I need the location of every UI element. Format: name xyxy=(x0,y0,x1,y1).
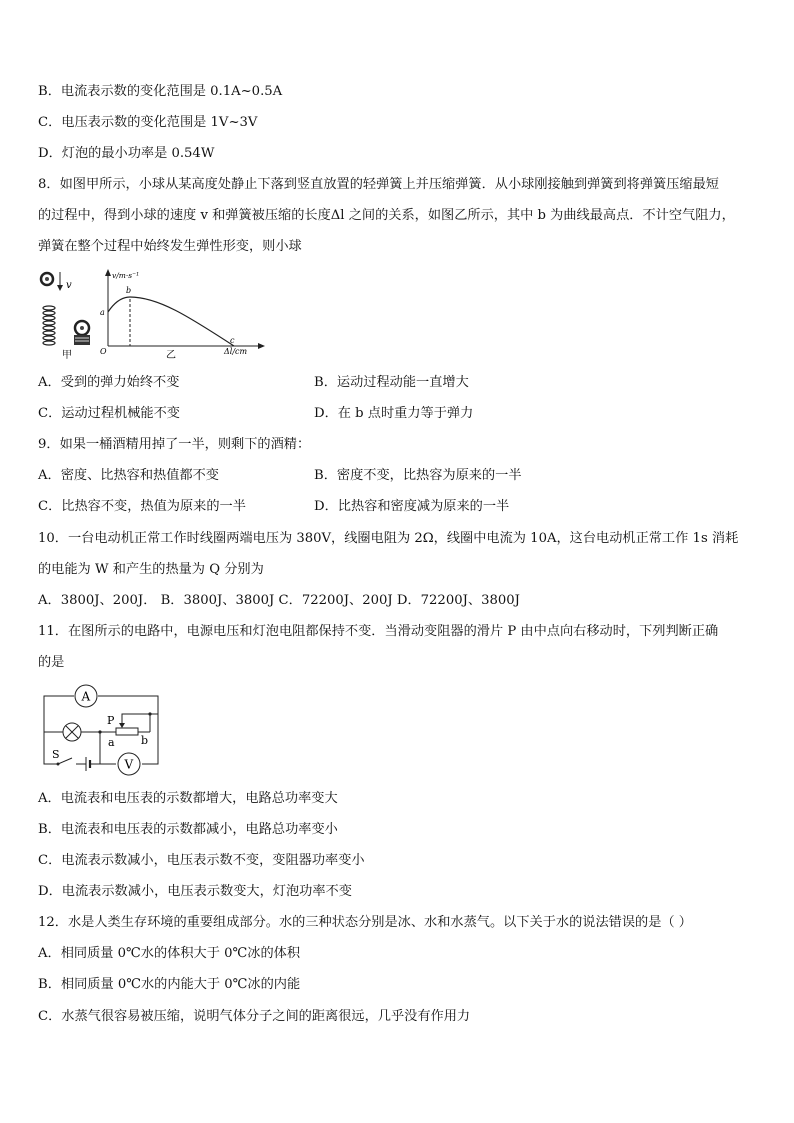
switch-label: S xyxy=(52,748,60,761)
q7-option-c: C．电压表示数的变化范围是 1V~3V xyxy=(38,115,258,130)
v-arrow-label: v xyxy=(66,280,72,291)
rheostat-icon xyxy=(116,728,138,735)
q8-option-c: C．运动过程机械能不变 xyxy=(38,406,180,421)
q11-stem-line1: 11．在图所示的电路中，电源电压和灯泡电阻都保持不变．当滑动变阻器的滑片 P 由中点向右移动时，下列判断正确 xyxy=(38,624,719,639)
x-axis-label: Δl/cm xyxy=(224,347,248,356)
spring-icon xyxy=(43,306,55,345)
y-axis-label: v/m·s⁻¹ xyxy=(112,271,140,280)
ammeter-label: A xyxy=(81,689,91,704)
q9-option-d: D．比热容和密度减为原来的一半 xyxy=(314,499,510,514)
q8-stem-line2: 的过程中，得到小球的速度 v 和弹簧被压缩的长度Δl 之间的关系，如图乙所示，其中 b 为曲线最高点．不计空气阻力， xyxy=(38,208,735,223)
q10-options: A．3800J、200J． B．3800J、3800J C．72200J、200J D．72200J、3800J xyxy=(38,593,520,608)
q10-stem-line2: 的电能为 W 和产生的热量为 Q 分别为 xyxy=(38,562,264,577)
q9-option-b: B．密度不变，比热容为原来的一半 xyxy=(314,468,522,483)
voltmeter-label: V xyxy=(124,757,134,772)
q8-figure xyxy=(38,266,268,362)
q11-stem-line2: 的是 xyxy=(38,655,65,670)
q10-stem-line1: 10．一台电动机正常工作时线圈两端电压为 380V，线圈电阻为 2Ω，线圈中电流为 10A，这台电动机正常工作 1s 消耗 xyxy=(38,531,739,546)
point-c-label: c xyxy=(230,336,235,345)
q9-option-c: C．比热容不变，热值为原来的一半 xyxy=(38,499,246,514)
origin-label: O xyxy=(100,347,107,356)
q7-option-b: B．电流表示数的变化范围是 0.1A~0.5A xyxy=(38,84,283,99)
q11-circuit-figure xyxy=(38,680,162,782)
q9-stem: 9．如果一桶酒精用掉了一半，则剩下的酒精： xyxy=(38,437,311,452)
compressed-spring-icon xyxy=(74,321,90,345)
caption-yi: 乙 xyxy=(166,350,176,361)
q8-option-a: A．受到的弹力始终不变 xyxy=(38,375,180,390)
q8-stem-line1: 8．如图甲所示，小球从某高度处静止下落到竖直放置的轻弹簧上并压缩弹簧．从小球刚接触到弹簧到将弹簧压缩最短 xyxy=(38,177,719,192)
q12-option-c: C．水蒸气很容易被压缩，说明气体分子之间的距离很远，几乎没有作用力 xyxy=(38,1009,471,1024)
q11-option-d: D．电流表示数减小，电压表示数变大，灯泡功率不变 xyxy=(38,884,352,899)
end-b-label: b xyxy=(141,734,149,747)
q12-stem: 12．水是人类生存环境的重要组成部分。水的三种状态分别是冰、水和水蒸气。以下关于水的说法错误的是（ ） xyxy=(38,915,692,930)
slider-label: P xyxy=(107,714,115,727)
point-a-label: a xyxy=(100,308,105,317)
q8-option-d: D．在 b 点时重力等于弹力 xyxy=(314,406,474,421)
point-b-label: b xyxy=(126,286,132,295)
q9-option-a: A．密度、比热容和热值都不变 xyxy=(38,468,219,483)
q11-option-b: B．电流表和电压表的示数都减小，电路总功率变小 xyxy=(38,822,338,837)
velocity-curve xyxy=(108,297,234,346)
caption-jia: 甲 xyxy=(62,350,72,361)
q12-option-a: A．相同质量 0℃水的体积大于 0℃冰的体积 xyxy=(38,946,301,961)
q7-option-d: D．灯泡的最小功率是 0.54W xyxy=(38,146,215,161)
q11-option-a: A．电流表和电压表的示数都增大，电路总功率变大 xyxy=(38,791,338,806)
q11-option-c: C．电流表示数减小，电压表示数不变，变阻器功率变小 xyxy=(38,853,365,868)
end-a-label: a xyxy=(108,736,115,749)
q12-option-b: B．相同质量 0℃水的内能大于 0℃冰的内能 xyxy=(38,977,301,992)
q8-option-b: B．运动过程动能一直增大 xyxy=(314,375,469,390)
q8-stem-line3: 弹簧在整个过程中始终发生弹性形变，则小球 xyxy=(38,239,302,254)
